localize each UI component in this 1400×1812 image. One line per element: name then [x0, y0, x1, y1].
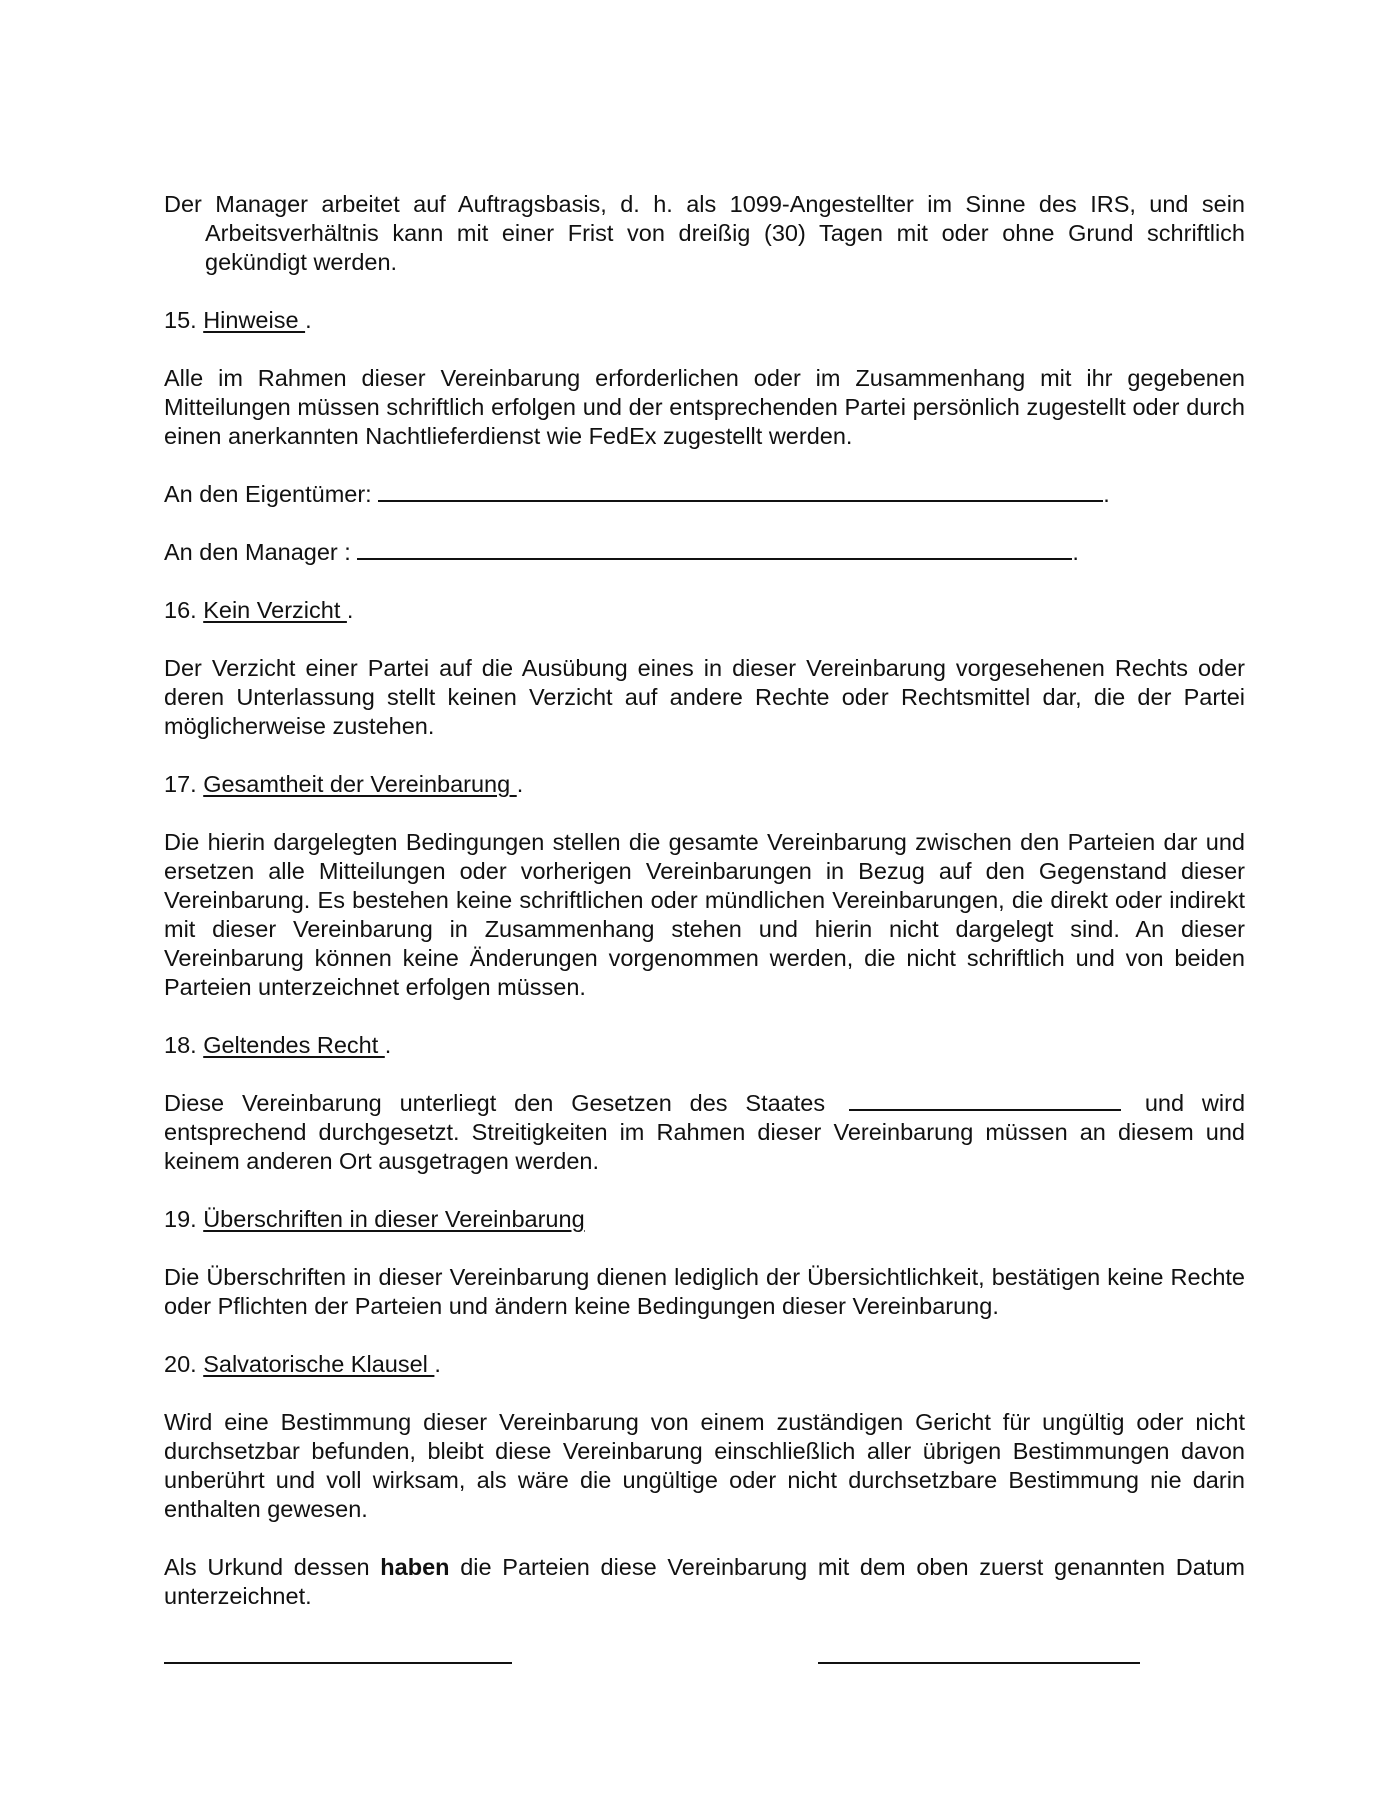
section-18-body-start: Diese Vereinbarung unterliegt den Gesetzen des Staates: [164, 1090, 826, 1116]
section-16-period: .: [346, 597, 354, 623]
section-19-title: Überschriften in dieser Vereinbarung: [203, 1206, 585, 1232]
section-18-body: [164, 1089, 1245, 1176]
section-16-body: Der Verzicht einer Partei auf die Ausübung eines in dieser Vereinbarung vorgesehenen Rechts oder deren Unterlassung stellt keinen Verzicht auf andere Rechte oder Rechtsmittel dar, die der Partei möglicherweise zustehen.: [164, 655, 1245, 739]
owner-address-label: An den Eigentümer:: [164, 481, 372, 507]
manager-address-field[interactable]: [357, 538, 1072, 560]
section-15-title: Hinweise: [203, 307, 306, 333]
section-15-number: 15.: [164, 307, 197, 333]
section-20-period: .: [434, 1351, 441, 1377]
owner-address-row: [164, 480, 1245, 509]
manager-contract-paragraph: Der Manager arbeitet auf Auftragsbasis, d. h. als 1099-Angestellter im Sinne des IRS, und sein Arbeitsverhältnis kann mit einer Frist von dreißig (30) Tagen mit oder ohne Grund schriftlich gekündigt werden.: [164, 191, 1245, 275]
section-20-title: Salvatorische Klausel: [203, 1351, 435, 1377]
owner-address-period: .: [1103, 481, 1110, 507]
manager-address-label: An den Manager :: [164, 539, 351, 565]
section-17-period: .: [516, 771, 524, 797]
closing-text-end: die Parteien diese Vereinbarung mit dem oben zuerst genannten Datum unterzeichnet.: [164, 1554, 1246, 1609]
closing-text-bold: haben: [380, 1554, 450, 1580]
signature-line-right[interactable]: [818, 1662, 1140, 1664]
section-17-number: 17.: [164, 771, 197, 797]
section-19-number: 19.: [164, 1206, 197, 1232]
section-20-heading: [164, 1350, 1245, 1379]
section-16-heading: [164, 596, 1245, 625]
section-15-heading: [164, 306, 1245, 335]
state-field[interactable]: [849, 1089, 1121, 1111]
section-19-heading: [164, 1205, 1245, 1234]
section-17-title: Gesamtheit der Vereinbarung: [203, 771, 517, 797]
closing-text-start: Als Urkund dessen: [164, 1554, 370, 1580]
section-17-heading: [164, 770, 1245, 799]
section-15-body: Alle im Rahmen dieser Vereinbarung erforderlichen oder im Zusammenhang mit ihr gegebenen Mitteilungen müssen schriftlich erfolgen und der entsprechenden Partei persönlich zugestellt oder durch einen anerkannten Nachtlieferdienst wie FedEx zugestellt werden.: [164, 365, 1245, 449]
closing-paragraph: [164, 1553, 1245, 1611]
section-20-number: 20.: [164, 1351, 197, 1377]
section-18-title: Geltendes Recht: [203, 1032, 385, 1058]
section-18-body-end: und wird entsprechend durchgesetzt. Streitigkeiten im Rahmen dieser Vereinbarung müssen an diesem und keinem anderen Ort ausgetragen werden.: [164, 1090, 1246, 1174]
section-16-number: 16.: [164, 597, 197, 623]
section-17-body: Die hierin dargelegten Bedingungen stellen die gesamte Vereinbarung zwischen den Parteien dar und ersetzen alle Mitteilungen oder vorherigen Vereinbarungen in Bezug auf den Gegenstand dieser Vereinbarung. Es bestehen keine schriftlichen oder mündlichen Vereinbarungen, die direkt oder indirekt mit dieser Vereinbarung in Zusammenhang stehen und hierin nicht dargelegt sind. An dieser Vereinbarung können keine Änderungen vorgenommen werden, die nicht schriftlich und von beiden Parteien unterzeichnet erfolgen müssen.: [164, 829, 1245, 1000]
manager-address-period: .: [1072, 539, 1079, 565]
section-15-period: .: [305, 307, 312, 333]
section-18-number: 18.: [164, 1032, 197, 1058]
section-19-body: Die Überschriften in dieser Vereinbarung dienen lediglich der Übersichtlichkeit, bestätigen keine Rechte oder Pflichten der Parteien und ändern keine Bedingungen dieser Vereinbarung.: [164, 1264, 1245, 1319]
section-18-heading: [164, 1031, 1245, 1060]
owner-address-field[interactable]: [378, 480, 1103, 502]
document-page: [164, 190, 1245, 1640]
manager-address-row: [164, 538, 1245, 567]
signature-line-left[interactable]: [164, 1662, 512, 1664]
section-20-body: Wird eine Bestimmung dieser Vereinbarung von einem zuständigen Gericht für ungültig oder nicht durchsetzbar befunden, bleibt diese Vereinbarung einschließlich aller übrigen Bestimmungen davon unberührt und voll wirksam, als wäre die ungültige oder nicht durchsetzbare Bestimmung nie darin enthalten gewesen.: [164, 1409, 1245, 1522]
section-18-period: .: [384, 1032, 392, 1058]
section-16-title: Kein Verzicht: [203, 597, 347, 623]
